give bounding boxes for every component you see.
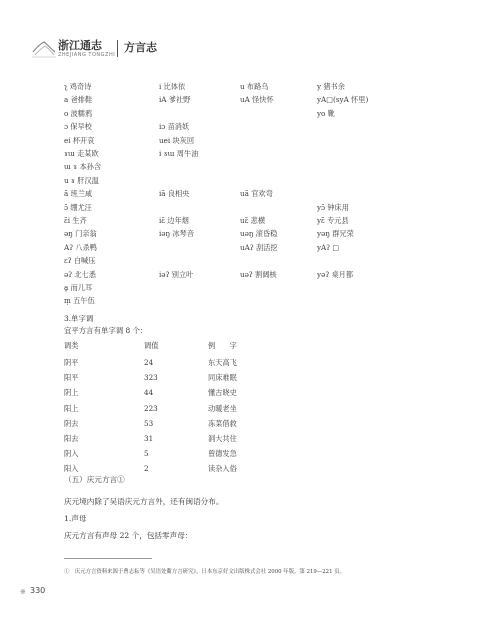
page-mark: ※ [20,588,26,596]
mountain-logo-icon [32,38,56,58]
final-cell: y 猪书余 [317,82,345,91]
final-cell: yAʔ □ [317,242,340,252]
tone-value: 31 [144,434,154,443]
tone-examples: 懂古晓史 [208,388,237,398]
final-cell: əŋ 门亲翁 [64,229,97,239]
tone-value: 53 [144,418,154,428]
final-cell: i ɤɯ 周牛油 [159,149,199,158]
final-cell: ɛʔ 白喊压 [64,256,96,266]
final-cell: u 布路乌 [240,82,269,91]
final-cell: iəŋ 冰琴音 [159,229,195,239]
header-divider [117,40,118,57]
final-cell: uAʔ 刮活挖 [240,242,278,252]
tone-category: 阴去 [64,418,79,428]
final-cell: ḁ 而儿耳 [64,283,93,292]
final-cell: iA 爹社野 [159,95,191,105]
footnote-rule [64,558,152,559]
footnote: ① 庆元方言资料来源于曹志耘等《吴语处衢方言研究》，日本东京好文出版株式会社 2000 年版，第 219—221 页。 [64,569,346,575]
final-cell: yɛ̃ 专元县 [317,216,349,225]
tone-category: 阳平 [64,373,79,383]
final-cell: iã 良相央 [159,189,190,199]
final-cell: uəŋ 滚昏稳 [240,229,278,239]
final-cell: ɔ̃ 绷尤汪 [64,202,92,212]
tone-value: 24 [144,358,154,367]
final-cell: yo 靴 [317,108,335,118]
final-cell: ã 班兰咸 [64,189,93,199]
final-cell: ɤɯ 走某欧 [64,149,99,158]
final-cell: uei 块灰回 [159,135,195,145]
final-cell: uɛ̃ 悲横 [240,216,266,225]
tone-value: 5 [144,449,149,459]
final-cell: ʅ 鸡奇诗 [64,82,92,91]
final-cell: yɔ̃ 钟床用 [317,202,349,212]
tone-examples: 动暖老坐 [208,403,237,413]
final-cell: iɔ 苗消妖 [159,122,190,132]
tone-examples: 洞大共住 [208,434,237,443]
final-cell: ei 杯开哀 [64,135,95,145]
page-number: 330 [30,586,46,595]
section5-paragraph-1: 庆元境内除了吴语庆元方言外，还有闽语分布。 [64,497,224,506]
tone-category: 阴上 [64,388,79,398]
section3-intro: 宜平方言有单字调 8 个： [64,326,148,335]
final-cell: uã 官欢弯 [240,189,273,199]
tone-value: 44 [144,388,154,398]
tone-category: 阳上 [64,403,79,413]
tone-header-examples: 例 字 [208,341,237,350]
final-cell: uA 怪快怀 [240,95,274,105]
final-cell: ɔ 保早校 [64,122,92,132]
tone-header-value: 调值 [144,341,159,350]
section-title: 方言志 [124,41,157,54]
tone-examples: 东天高飞 [208,358,237,367]
final-cell: Aʔ 八杀鸭 [64,242,97,252]
tone-category: 阳去 [64,434,79,443]
tone-examples: 同床难眠 [208,373,237,383]
brand-subtitle: ZHEJIANG TONGZHI [58,52,116,58]
tone-value: 2 [144,464,149,474]
section5-paragraph-3: 庆元方言有声母 22 个，包括零声母： [64,531,193,540]
tone-header-category: 调类 [64,341,79,350]
final-cell: uəʔ 割阔核 [240,269,277,279]
section3-heading: 3.单字调 [64,314,94,323]
section5-heading: （五）庆元方言① [64,475,125,484]
final-cell: əʔ 北七悉 [64,269,96,279]
section5-paragraph-2: 1.声母 [64,514,87,523]
tone-examples: 冻菜借救 [208,418,237,428]
final-cell: u ɤ 肝汉温 [64,175,99,185]
final-cell: iəʔ 别立叶 [159,269,194,279]
final-cell: iɛ̃ 边年烟 [159,216,189,225]
final-cell: o 波糯鸦 [64,108,93,118]
final-cell: ɯ ɤ 本孙含 [64,162,102,172]
final-cell: i 比体依 [159,82,186,91]
tone-category: 阴平 [64,358,79,367]
final-cell: m̩ 五午伍 [64,296,95,306]
tone-value: 223 [144,403,158,413]
tone-category: 阴入 [64,449,79,459]
tone-category: 阳入 [64,464,79,474]
final-cell: a 爸排鞋 [64,95,93,105]
tone-examples: 曾德发急 [208,449,237,459]
tone-examples: 读杂入俗 [208,464,237,474]
final-cell: yəʔ 桌月都 [317,269,354,279]
final-cell: yA□(syA 怀里) [317,95,369,105]
brand-title: 浙江通志 [58,39,102,52]
final-cell: yəŋ 群兄荣 [317,229,354,239]
final-cell: ɛ̃i 生齐 [64,216,87,225]
tone-value: 323 [144,373,158,383]
